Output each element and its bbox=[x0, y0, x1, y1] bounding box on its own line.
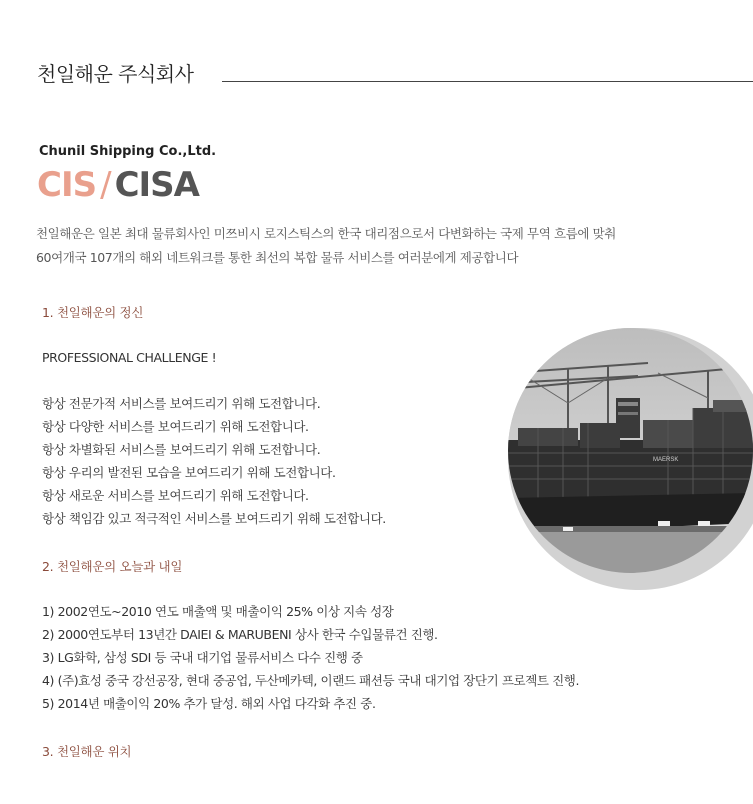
container-ship-photo bbox=[508, 328, 753, 590]
section-heading-location: 3. 천일해운 위치 bbox=[42, 744, 132, 759]
list-item: 1) 2002연도~2010 연도 매출액 및 매출이익 25% 이상 지속 성장 bbox=[42, 604, 394, 619]
spirit-motto: PROFESSIONAL CHALLENGE ! bbox=[42, 350, 217, 365]
maersk-label: MAERSK bbox=[653, 457, 679, 463]
page-title: 천일해운 주식회사 bbox=[37, 62, 194, 86]
logo-cis: CIS bbox=[37, 165, 97, 205]
intro-text bbox=[36, 222, 716, 270]
list-item: 5) 2014년 매출이익 20% 추가 달성. 해외 사업 다각화 추진 중. bbox=[42, 696, 376, 711]
company-name-en: Chunil Shipping Co.,Ltd. bbox=[39, 144, 217, 159]
list-item: 항상 책임감 있고 적극적인 서비스를 보여드리기 위해 도전합니다. bbox=[42, 511, 386, 526]
section-heading-spirit: 1. 천일해운의 정신 bbox=[42, 305, 144, 320]
logo-slash: / bbox=[100, 165, 111, 205]
list-item: 항상 우리의 발전된 모습을 보여드리기 위해 도전합니다. bbox=[42, 465, 336, 480]
intro-line: 60여개국 107개의 해외 네트워크를 통한 최선의 복합 물류 서비스를 여러분에게 제공합니다 bbox=[36, 250, 519, 265]
list-item: 2) 2000연도부터 13년간 DAIEI & MARUBENI 상사 한국 수입물류건 진행. bbox=[42, 627, 438, 642]
logo-cisa: CISA bbox=[114, 165, 199, 205]
ship-illustration bbox=[508, 328, 753, 573]
spirit-list bbox=[42, 392, 386, 530]
list-item: 항상 전문가적 서비스를 보여드리기 위해 도전합니다. bbox=[42, 396, 321, 411]
list-item: 4) (주)효성 중국 강선공장, 현대 중공업, 두산메카텍, 이랜드 패션등 국내 대기업 장단기 프로젝트 진행. bbox=[42, 673, 580, 688]
history-list bbox=[42, 600, 579, 715]
company-logo bbox=[37, 163, 199, 207]
section-heading-today-tomorrow: 2. 천일해운의 오늘과 내일 bbox=[42, 559, 183, 574]
title-divider bbox=[222, 81, 753, 82]
intro-line: 천일해운은 일본 최대 물류회사인 미쯔비시 로지스틱스의 한국 대리점으로서 다변화하는 국제 무역 흐름에 맞춰 bbox=[36, 226, 616, 241]
list-item: 항상 차별화된 서비스를 보여드리기 위해 도전합니다. bbox=[42, 442, 321, 457]
list-item: 항상 다양한 서비스를 보여드리기 위해 도전합니다. bbox=[42, 419, 309, 434]
photo-circle bbox=[508, 328, 753, 573]
list-item: 항상 새로운 서비스를 보여드리기 위해 도전합니다. bbox=[42, 488, 309, 503]
list-item: 3) LG화학, 삼성 SDI 등 국내 대기업 물류서비스 다수 진행 중 bbox=[42, 650, 363, 665]
